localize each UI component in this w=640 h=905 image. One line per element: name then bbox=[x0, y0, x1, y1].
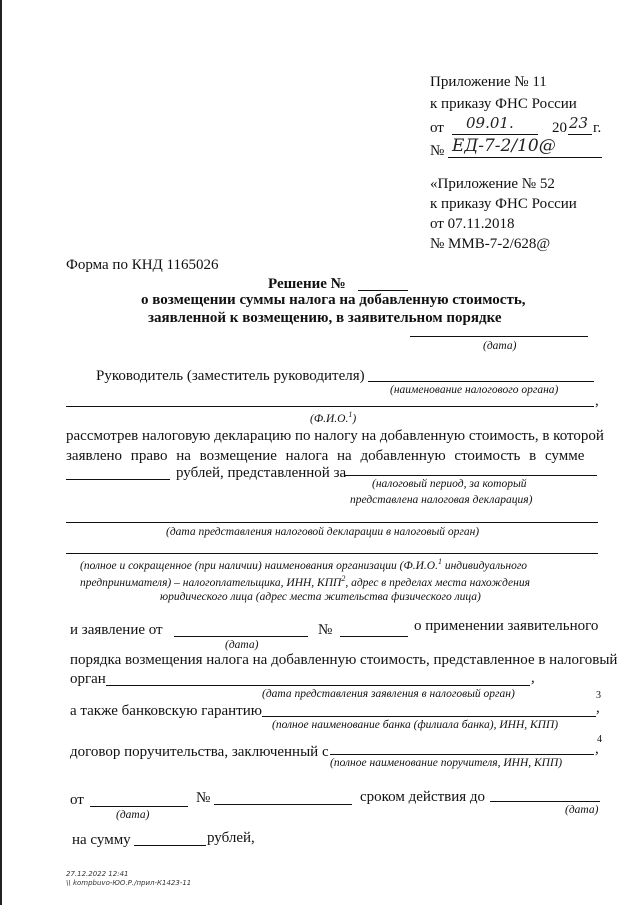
tax-authority-line bbox=[368, 381, 594, 382]
bank-caption: (полное наименование банка (филиала банка), ИНН, КПП) bbox=[272, 719, 559, 731]
taxpayer-caption-2: предпринимателя) – налогоплательщика, ИНН, КПП$^2$, адрес в пределах места нахождения bbox=[80, 574, 530, 589]
order-year-suffix: г. bbox=[593, 120, 602, 136]
order-ref-1: к приказу ФНС России bbox=[430, 96, 577, 112]
form-subtitle-2: заявленной к возмещению, в заявительном порядке bbox=[148, 310, 502, 326]
order-year-prefix: 20 bbox=[552, 120, 567, 136]
tax-period-line bbox=[345, 475, 597, 476]
decision-date-line bbox=[410, 336, 588, 337]
taxpayer-caption-1: (полное и сокращенное (при наличии) наименования организации (Ф.И.О.$^1$ индивидуального bbox=[80, 557, 528, 572]
appendix-52-label: «Приложение № 52 bbox=[430, 176, 555, 192]
contract-no-label: № bbox=[196, 790, 211, 806]
order-ref-2: к приказу ФНС России bbox=[430, 196, 577, 212]
order-year-line bbox=[568, 134, 592, 135]
order-date-2: от 07.11.2018 bbox=[430, 216, 515, 232]
p2-line-2: орган bbox=[70, 671, 106, 687]
tax-authority-caption: (наименование налогового органа) bbox=[390, 384, 559, 396]
taxpayer-line bbox=[66, 553, 598, 554]
surety-label: договор поручительства, заключенный с bbox=[70, 744, 329, 760]
order-from-label: от bbox=[430, 120, 444, 136]
sum-line bbox=[134, 845, 206, 846]
form-title: Решение № bbox=[268, 276, 346, 292]
amount-label: на сумму bbox=[72, 832, 131, 848]
submission-comma: , bbox=[531, 670, 535, 686]
order-year-handwritten: 23 bbox=[569, 114, 589, 132]
contract-date-caption: (дата) bbox=[116, 809, 150, 821]
order-number-handwritten: ЕД-7-2/10@ bbox=[452, 136, 556, 156]
decision-number-line bbox=[358, 290, 408, 291]
decision-date-caption: (дата) bbox=[483, 340, 517, 352]
order-number-2: № ММВ-7-2/628@ bbox=[430, 236, 551, 252]
statement-submission-line bbox=[106, 685, 530, 686]
taxpayer-caption-3: юридического лица (адрес места жительства физического лица) bbox=[160, 591, 481, 603]
p2-line-1: порядка возмещения налога на добавленную стоимость, представленное в налоговый bbox=[70, 652, 618, 668]
declaration-date-caption: (дата представления налоговой декларации в налоговый орган) bbox=[166, 526, 480, 538]
statement-date-caption: (дата) bbox=[225, 639, 259, 651]
bank-line bbox=[262, 716, 596, 717]
surety-footnote-ref: 4 bbox=[597, 734, 602, 745]
fio-line bbox=[66, 406, 594, 407]
guarantee-footnote-ref: 3 bbox=[596, 690, 601, 701]
surety-comma: , bbox=[595, 741, 599, 757]
appendix-11-label: Приложение № 11 bbox=[430, 74, 547, 90]
declaration-date-line bbox=[66, 522, 598, 523]
amount-suffix: рублей, bbox=[207, 830, 255, 846]
guarantee-label: а также банковскую гарантию bbox=[70, 703, 262, 719]
contract-date-line bbox=[90, 806, 188, 807]
scan-edge bbox=[0, 0, 2, 905]
order-date-handwritten: 09.01. bbox=[466, 114, 514, 132]
guarantee-comma: , bbox=[596, 700, 600, 716]
fio-caption: (Ф.И.О.$^1$) bbox=[310, 410, 357, 425]
statement-no-label: № bbox=[318, 622, 333, 638]
statement-submission-caption: (дата представления заявления в налоговый орган) bbox=[262, 688, 515, 700]
surety-line bbox=[330, 754, 594, 755]
contract-term-caption: (дата) bbox=[565, 804, 599, 816]
fio-comma: , bbox=[595, 393, 599, 409]
amount-line bbox=[66, 479, 170, 480]
order-date-line bbox=[452, 134, 538, 135]
statement-about: о применении заявительного bbox=[414, 618, 599, 634]
period-caption-1: (налоговый период, за который bbox=[372, 478, 527, 490]
order-number-label: № bbox=[430, 143, 445, 159]
contract-term-label: сроком действия до bbox=[360, 789, 486, 805]
form-knd: Форма по КНД 1165026 bbox=[66, 257, 219, 273]
contract-from-label: от bbox=[70, 792, 84, 808]
contract-term-line bbox=[490, 801, 600, 802]
p1-line-2: заявлено право на возмещение налога на добавленную стоимость в сумме bbox=[66, 448, 585, 464]
form-subtitle-1: о возмещении суммы налога на добавленную стоимость, bbox=[141, 292, 526, 308]
order-number-line bbox=[448, 157, 602, 158]
period-caption-2: представлена налоговая декларация) bbox=[350, 494, 533, 506]
statement-from-label: и заявление от bbox=[70, 622, 163, 638]
statement-date-line bbox=[174, 636, 308, 637]
contract-number-line bbox=[214, 804, 352, 805]
p1-line-1: рассмотрев налоговую декларацию по налогу на добавленную стоимость, в которой bbox=[66, 428, 604, 444]
p1-line-3: рублей, представленной за bbox=[176, 465, 347, 481]
footer-timestamp: 27.12.2022 12:41 bbox=[66, 870, 129, 878]
head-label: Руководитель (заместитель руководителя) bbox=[96, 368, 365, 384]
statement-number-line bbox=[340, 636, 408, 637]
surety-caption: (полное наименование поручителя, ИНН, КПП) bbox=[330, 757, 563, 769]
footer-path: \\ kompbuvo-ЮО.Р./прил-К1423-11 bbox=[66, 879, 192, 887]
